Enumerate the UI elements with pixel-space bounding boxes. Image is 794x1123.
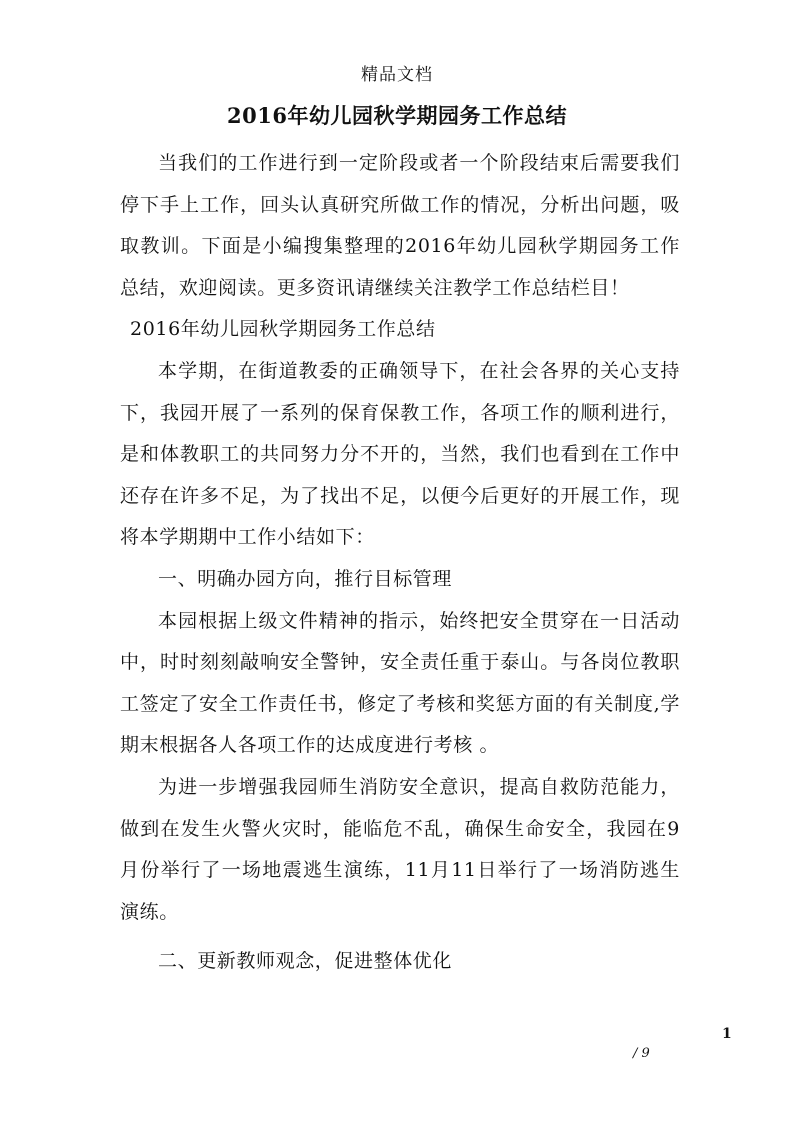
document-body	[120, 143, 680, 983]
page-header-label: 精品文档	[361, 65, 433, 85]
paragraph-safety: 本园根据上级文件精神的指示，始终把安全贯穿在一日活动中，时时刻刻敲响安全警钟，安全责任重于泰山。与各岗位教职工签定了安全工作责任书，修定了考核和奖惩方面的有关制度,学期末根据各人各项工作的达成度进行考核 。	[120, 609, 680, 757]
section-heading-2: 二、更新教师观念，促进整体优化	[158, 950, 453, 973]
paragraph-subtitle: 2016年幼儿园秋学期园务工作总结	[130, 318, 436, 341]
paragraph-summary: 本学期，在街道教委的正确领导下，在社会各界的关心支持下，我园开展了一系列的保育保教工作，各项工作的顺利进行，是和体教职工的共同努力分不开的，当然，我们也看到在工作中还存在许多不足，为了找出不足，以便今后更好的开展工作，现将本学期期中工作小结如下：	[120, 359, 680, 549]
page-number: 1	[722, 1026, 732, 1042]
section-heading-1: 一、明确办园方向，推行目标管理	[158, 567, 453, 590]
document-title: 2016年幼儿园秋学期园务工作总结	[227, 103, 567, 128]
paragraph-intro: 当我们的工作进行到一定阶段或者一个阶段结束后需要我们停下手上工作，回头认真研究所做工作的情况，分析出问题，吸取教训。下面是小编搜集整理的2016年幼儿园秋学期园务工作总结，欢迎阅读。更多资讯请继续关注教学工作总结栏目！	[120, 152, 680, 299]
paragraph-fire-drill: 为进一步增强我园师生消防安全意识，提高自救防范能力，做到在发生火警火灾时，能临危不乱，确保生命安全，我园在9月份举行了一场地震逃生演练，11月11日举行了一场消防逃生演练。	[120, 775, 680, 923]
page-total: / 9	[633, 1046, 650, 1061]
